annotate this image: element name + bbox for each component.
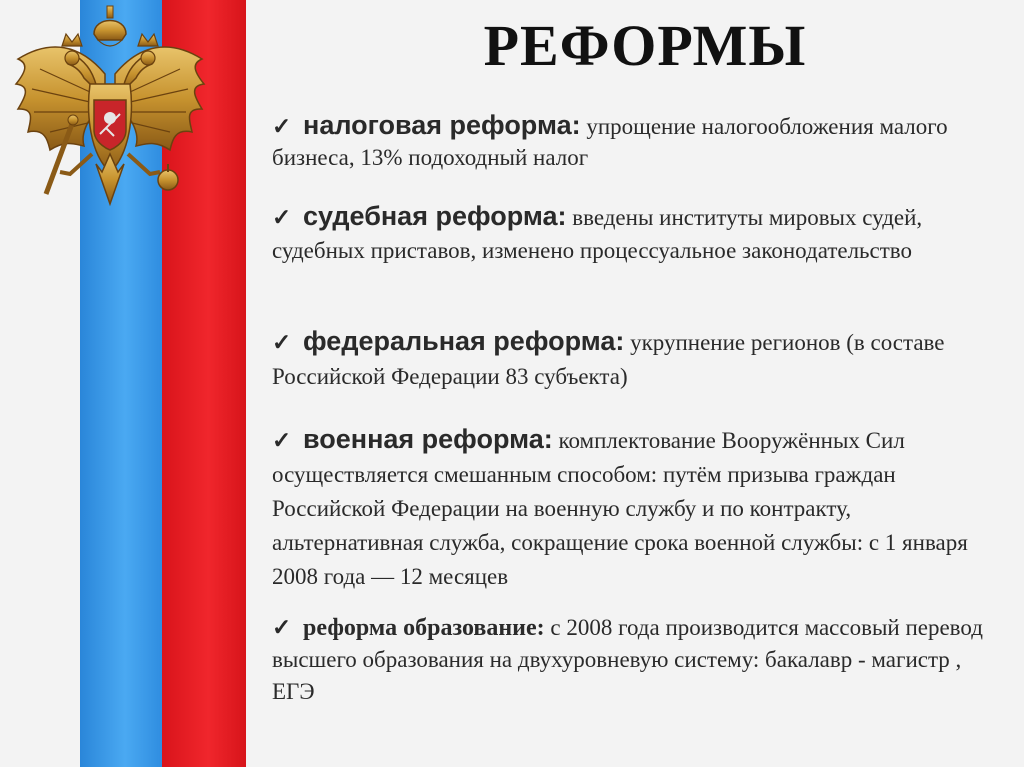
check-icon: ✓ (272, 205, 292, 230)
reform-name: судебная реформа: (303, 201, 567, 231)
reform-item-education (272, 612, 1007, 708)
reform-item-tax (272, 110, 1007, 173)
reform-name: реформа образование: (303, 615, 545, 641)
check-icon: ✓ (272, 330, 292, 355)
check-icon: ✓ (272, 428, 292, 453)
reform-name: военная реформа: (303, 424, 553, 454)
reform-item-military (272, 422, 1007, 594)
reform-name: федеральная реформа: (303, 326, 625, 356)
page-title: РЕФОРМЫ (483, 13, 807, 78)
check-icon: ✓ (272, 615, 292, 640)
russian-coat-of-arms-icon (10, 4, 210, 214)
reform-name: налоговая реформа: (303, 110, 581, 140)
reform-description: упрощение налогообложения малого бизнеса, 13% подоходный налог (272, 114, 948, 170)
reform-item-judicial (272, 200, 1007, 267)
reform-description: укрупнение регионов (в составе Российской Федерации 83 субъекта) (272, 330, 945, 389)
reform-item-federal (272, 324, 1007, 394)
reform-description: комплектование Вооружённых Сил осуществляется смешанным способом: путём призыва граждан Российской Федерации на военную службу и по контракту, альтернативная служба, сокращение срока военной службы: с 1 января 2008 года — 12 месяцев (272, 428, 968, 589)
reform-description: введены институты мировых судей, судебных приставов, изменено процессуальное законодательство (272, 205, 923, 263)
reform-description: с 2008 года производится массовый перевод высшего образования на двухуровневую систему: бакалавр - магистр , ЕГЭ (272, 615, 983, 704)
check-icon: ✓ (272, 114, 292, 139)
